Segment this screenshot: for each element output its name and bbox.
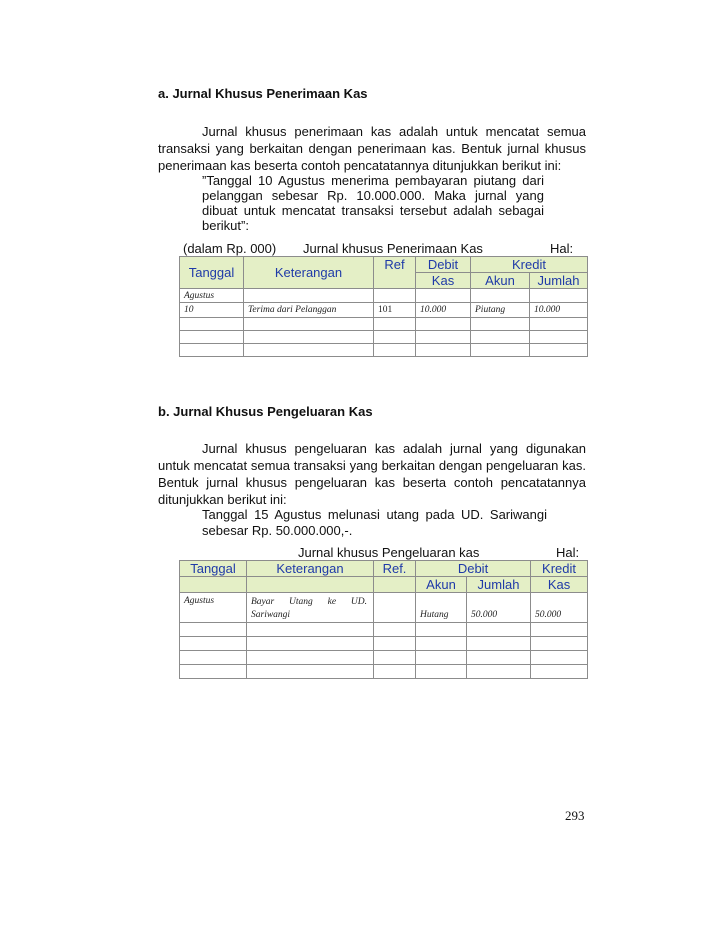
section-b-heading: b. Jurnal Khusus Pengeluaran Kas (158, 404, 373, 419)
table-row-empty (180, 623, 588, 637)
section-a-caption-title: Jurnal khusus Penerimaan Kas (303, 241, 483, 256)
header-keterangan: Keterangan (247, 561, 374, 577)
section-b-paragraph-text: Jurnal khusus pengeluaran kas adalah jurnal yang digunakan untuk mencatat semua transaksi yang berkaitan dengan pengeluaran kas. Bentuk jurnal khusus pengeluaran kas beserta contoh pencatatannya ditunjukkan berikut ini: (158, 441, 586, 507)
journal-table-pengeluaran-kas (179, 560, 588, 679)
cell-ref: 101 (374, 303, 416, 318)
cell-tanggal: Agustus (180, 593, 247, 623)
header-akun: Akun (416, 577, 467, 593)
cell-keterangan: Terima dari Pelanggan (244, 303, 374, 318)
header-tanggal: Tanggal (180, 561, 247, 577)
header-kas: Kas (416, 273, 471, 289)
cell-keterangan (247, 593, 374, 623)
cell-kas: 50.000 (531, 593, 588, 623)
header-blank (247, 577, 374, 593)
cell-jumlah: 50.000 (467, 593, 531, 623)
cell-keterangan (244, 289, 374, 303)
header-blank (180, 577, 247, 593)
header-keterangan: Keterangan (244, 257, 374, 289)
cell-jumlah (530, 289, 588, 303)
table-row-empty (180, 318, 588, 331)
cell-kas: 10.000 (416, 303, 471, 318)
header-debit: Debit (416, 257, 471, 273)
section-b-example: Tanggal 15 Agustus melunasi utang pada UD. Sariwangi sebesar Rp. 50.000.000,-. (202, 507, 547, 538)
cell-akun: Hutang (416, 593, 467, 623)
table-row-empty (180, 637, 588, 651)
table-row-empty (180, 665, 588, 679)
header-debit: Debit (416, 561, 531, 577)
header-tanggal: Tanggal (180, 257, 244, 289)
page-number: 293 (565, 808, 585, 823)
table-row-empty (180, 344, 588, 357)
cell-keterangan-line2: Sariwangi (251, 610, 291, 620)
cell-akun: Piutang (471, 303, 530, 318)
table-row-empty (180, 331, 588, 344)
header-jumlah: Jumlah (467, 577, 531, 593)
cell-ref (374, 289, 416, 303)
table-row (180, 289, 588, 303)
section-a-paragraph (158, 123, 586, 174)
cell-jumlah: 10.000 (530, 303, 588, 318)
section-b-caption-title: Jurnal khusus Pengeluaran kas (298, 545, 480, 560)
table-row (180, 303, 588, 318)
section-b-caption-page: Hal: (556, 545, 580, 560)
table-row (180, 593, 588, 623)
header-akun: Akun (471, 273, 530, 289)
header-kredit: Kredit (531, 561, 588, 577)
section-a-paragraph-text: Jurnal khusus penerimaan kas adalah untuk mencatat semua transaksi yang berkaitan dengan penerimaan kas. Bentuk jurnal khusus penerimaan kas beserta contoh pencatatannya ditunjukkan berikut ini: (158, 124, 586, 173)
section-b-paragraph (158, 440, 586, 508)
section-a-caption-page: Hal: (550, 241, 574, 256)
header-jumlah: Jumlah (530, 273, 588, 289)
cell-keterangan-line1: Bayar Utang ke UD. (251, 597, 367, 607)
journal-table-penerimaan-kas (179, 256, 588, 357)
table-row-empty (180, 651, 588, 665)
header-blank (374, 577, 416, 593)
cell-tanggal: 10 (180, 303, 244, 318)
cell-tanggal: Agustus (180, 289, 244, 303)
cell-akun (471, 289, 530, 303)
section-a-heading: a. Jurnal Khusus Penerimaan Kas (158, 86, 368, 101)
header-ref: Ref. (374, 561, 416, 577)
header-kas: Kas (531, 577, 588, 593)
header-ref: Ref (374, 257, 416, 289)
cell-kas (416, 289, 471, 303)
section-a-example: ”Tanggal 10 Agustus menerima pembayaran piutang dari pelanggan sebesar Rp. 10.000.000. Maka jurnal yang dibuat untuk mencatat transaksi tersebut adalah sebagai berikut”: (202, 173, 544, 233)
header-kredit: Kredit (471, 257, 588, 273)
section-a-caption-unit: (dalam Rp. 000) (183, 241, 277, 256)
cell-ref (374, 593, 416, 623)
